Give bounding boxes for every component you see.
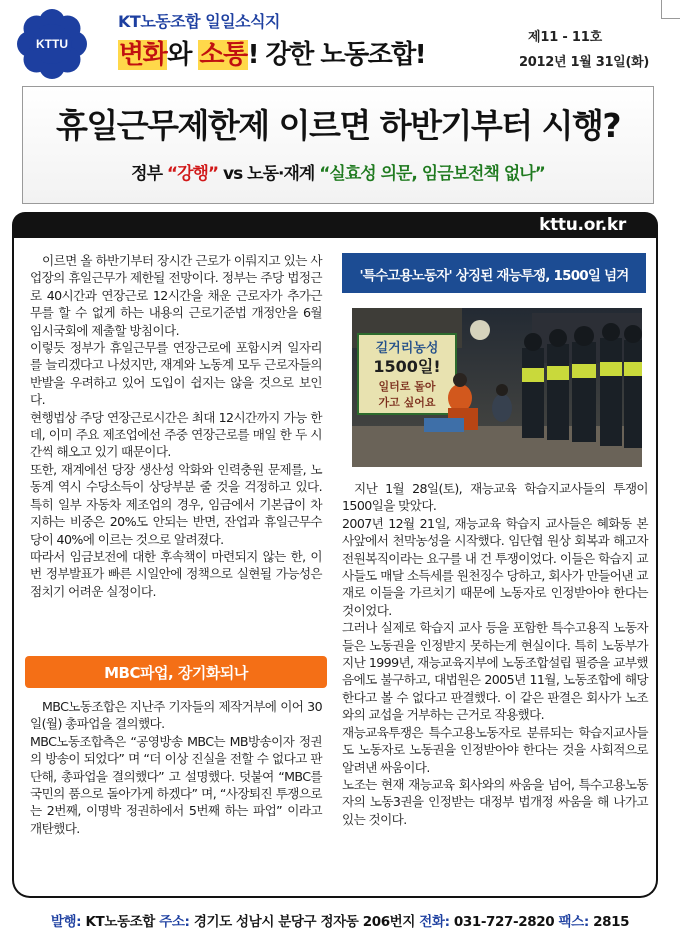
footer-fax-label: 팩스: [558, 914, 589, 930]
headline-box [22, 86, 654, 204]
kttu-logo [16, 8, 88, 80]
jaeneung-section-header [342, 253, 646, 293]
footer-phone: 031-727-2820 [453, 914, 555, 930]
sub-headline-part2: “강행” [166, 164, 219, 184]
mbc-paragraph-2: MBC노동조합측은 “공영방송 MBC는 MB방송이자 정권의 방송이 되었다” 며 “더 이상 진실을 전할 수 없다고 판단해, 총파업을 결의했다” 고 설명했다. 덧붙여 “MBC를 국민의 품으로 돌아가게 하겠다” 며, “사장퇴진 투쟁으로는 2번째, 이명박 정권하에서 5번째 하는 파업” 이라고 개탄했다. [30, 733, 322, 836]
newsletter-name: KT노동조합 일일소식지 [118, 12, 280, 31]
slogan [118, 34, 425, 71]
lead-paragraph-5: 따라서 임금보전에 대한 후속책이 마련되지 않는 한, 이번 정부발표가 빠른 시일안에 정책으로 실현될 가능성은 점치기 어려운 실정이다. [30, 548, 322, 599]
lead-paragraph-4: 또한, 재계에선 당장 생산성 악화와 인력충원 문제를, 노동계 역시 수당소득이 상당부분 줄 것을 걱정하고 있다. 특히 일부 자동차 제조업의 경우, 임금에서 기본급이 차지하는 비중은 20%도 안되는 반면, 잔업과 휴일근무수당이 40%에 이르는 것으로 알려졌다. [30, 461, 322, 547]
slogan-text-2: ! 강한 노동조합! [247, 40, 426, 70]
jaeneung-paragraph-4: 재능교육투쟁은 특수고용노동자로 분류되는 학습지교사들도 노동자로 노동권을 인정받아야 한다는 것을 사회적으로 알려낸 싸움이다. [342, 724, 648, 775]
sub-headline-part1: 정부 [131, 164, 167, 184]
footer-address-label: 주소: [159, 914, 190, 930]
footer [0, 910, 680, 930]
main-headline: 휴일근무제한제 이르면 하반기부터 시행? [55, 106, 621, 145]
footer-fax: 2815 [593, 914, 630, 930]
issue-number: 제11 - 11호 [528, 30, 602, 45]
mbc-section-title: MBC파업, 장기화되나 [104, 664, 248, 682]
photo-sign-line-2: 1500일! [373, 357, 441, 376]
lead-article [30, 252, 322, 600]
protest-photo [352, 308, 642, 467]
footer-address: 경기도 성남시 분당구 정자동 206번지 [193, 914, 415, 930]
lead-paragraph-2: 이렇듯 정부가 휴일근무를 연장근로에 포함시켜 일자리를 늘리겠다고 나섰지만, 재계와 노동계 모두 근로자들의 반발을 우려하고 있어 도입이 쉽지는 않을 것으로 보인다. [30, 340, 322, 408]
photo-sign-line-4: 가고 싶어요 [378, 396, 436, 409]
sub-headline [23, 159, 653, 184]
issue-date: 2012년 1월 31일(화) [519, 55, 649, 70]
lead-paragraph-3: 현행법상 주당 연장근로시간은 최대 12시간까지 가능 한 데, 이미 주요 제조업에선 주중 연장근로를 매일 한 두 시간씩 해오고 있기 때문이다. [30, 409, 322, 460]
jaeneung-section-title: '특수고용노동자' 상징된 재능투쟁, 1500일 넘겨 [359, 268, 629, 284]
mbc-section-header [25, 656, 327, 688]
jaeneung-paragraph-3: 그러나 실제로 학습지 교사 등을 포함한 특수고용직 노동자들은 노동권을 인정받지 못하는게 현실이다. 특히 노동부가 지난 1999년, 재능교육지부에 노동조합설립 필증을 교부했음에도 불구하고, 대법원은 2005년 11월, 노동조합에 해당한다고 볼 수 없다고 판결했다. 이 같은 판결은 회사가 노조와의 교섭을 거부하는 근거로 작용했다. [342, 620, 648, 723]
mbc-article [30, 698, 322, 837]
mbc-paragraph-1: MBC노동조합은 지난주 기자들의 제작거부에 이어 30일(월) 총파업을 결의했다. [30, 699, 322, 732]
slogan-text-1: 와 [167, 40, 199, 70]
photo-sign-line-1: 길거리농성 [375, 341, 439, 356]
slogan-highlight-2: 소통 [199, 40, 247, 70]
sub-headline-part3: vs 노동·재계 [218, 164, 320, 184]
photo-sign-line-3: 일터로 돌아 [378, 380, 436, 393]
jaeneung-paragraph-2: 2007년 12월 21일, 재능교육 학습지 교사들은 혜화동 본사앞에서 천막농성을 시작했다. 임단협 원상 회복과 해고자 전원복직이라는 요구를 내 건 투쟁이었다. 이들은 학습지 교사들도 매달 소득세를 원천징수 당하고, 회사가 만들어낸 교재로 이들을 가르치기 때문에 노동자로 인정받아야 한다는 것이었다. [342, 515, 648, 618]
slogan-highlight-1: 변화 [119, 40, 167, 70]
lead-paragraph-1: 이르면 올 하반기부터 장시간 근로가 이뤄지고 있는 사업장의 휴일근무가 제한될 전망이다. 정부는 주당 법정근로 40시간과 연장근로 12시간을 채운 근로자가 추가근무를 할 수 없게 하는 내용의 근로기준법 개정안을 6월 임시국회에 제출할 방침이다. [30, 253, 322, 338]
footer-publisher-label: 발행: [50, 914, 82, 930]
sub-headline-part4: “실효성 의문, 임금보전책 없나” [319, 164, 545, 184]
site-url: kttu.or.kr [539, 215, 626, 235]
page-corner-mark [661, 0, 680, 19]
site-url-bar [12, 212, 658, 238]
footer-phone-label: 전화: [419, 914, 450, 930]
jaeneung-article [342, 480, 648, 828]
footer-publisher: KT노동조합 [85, 914, 155, 930]
jaeneung-paragraph-5: 노조는 현재 재능교육 회사와의 싸움을 넘어, 특수고용노동자의 노동3권을 인정받는 대정부 법개정 싸움을 해 나가고 있는 것이다. [342, 776, 648, 827]
logo-text: KTTU [36, 37, 68, 51]
jaeneung-paragraph-1: 지난 1월 28일(토), 재능교육 학습지교사들의 투쟁이 1500일을 맞았다. [342, 481, 648, 514]
